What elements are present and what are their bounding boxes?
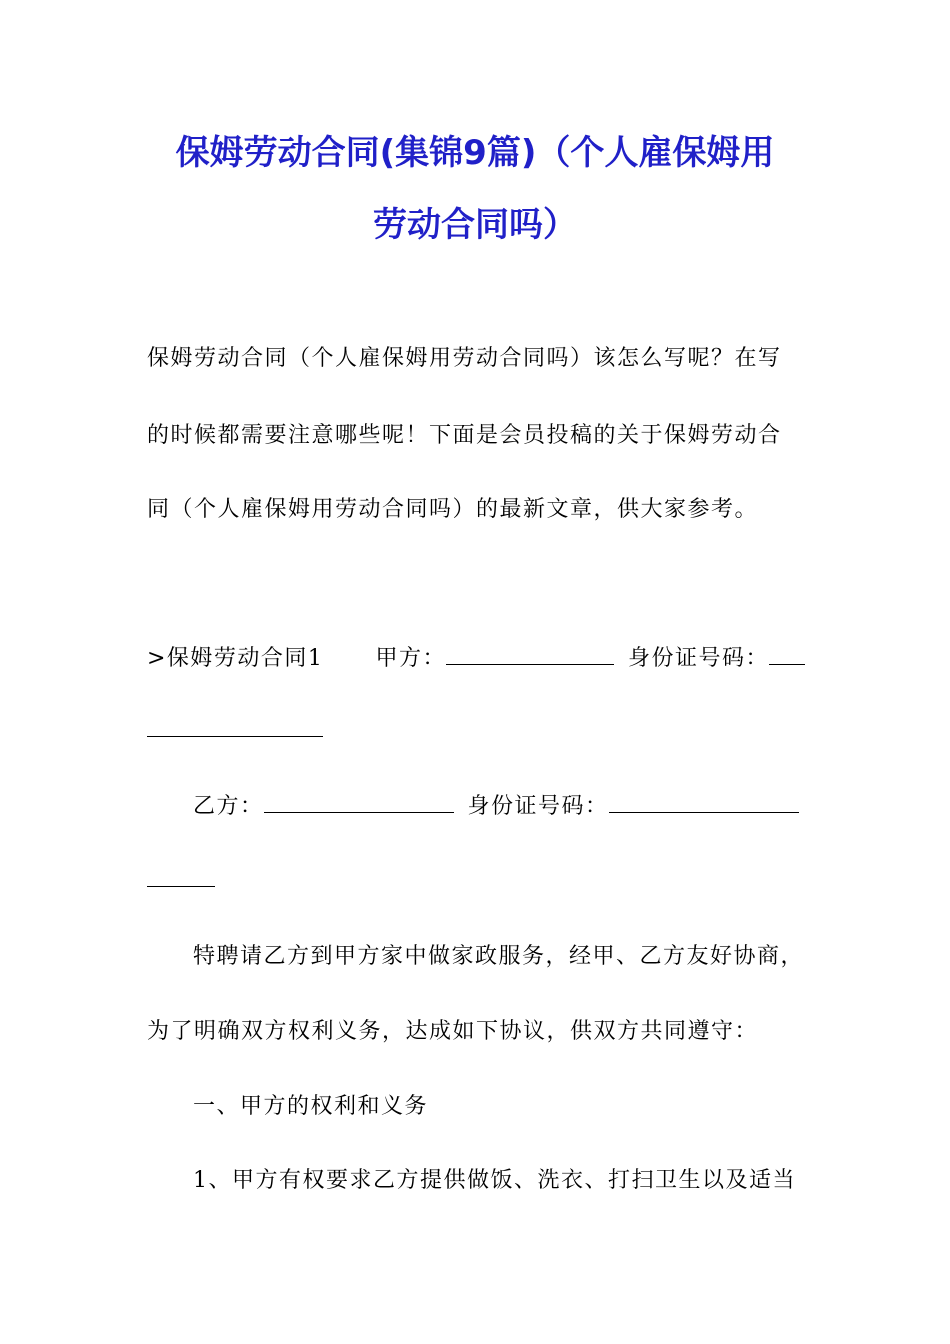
party-a-line [147, 648, 807, 670]
id-b-continuation [147, 870, 807, 892]
id-a-blank-end [147, 735, 323, 737]
intro-line-1: 保姆劳动合同（个人雇保姆用劳动合同吗）该怎么写呢？在写 [147, 346, 782, 371]
party-b-label: 乙方： [193, 794, 264, 819]
party-b-line [193, 796, 807, 818]
party-b-blank [264, 811, 454, 813]
id-label-a: 身份证号码： [627, 646, 769, 671]
clause-1-line-1: 1、甲方有权要求乙方提供做饭、洗衣、打扫卫生以及适当 [193, 1168, 796, 1193]
id-label-b: 身份证号码： [467, 794, 609, 819]
intro-line-2: 的时候都需要注意哪些呢！下面是会员投稿的关于保姆劳动合 [147, 423, 782, 448]
id-b-blank-end [147, 885, 215, 887]
document-title-line-1: 保姆劳动合同(集锦9篇)（个人雇保姆用 [175, 133, 775, 173]
section-heading-1: 一、甲方的权利和义务 [193, 1094, 429, 1119]
intro-line-3: 同（个人雇保姆用劳动合同吗）的最新文章，供大家参考。 [147, 497, 759, 522]
paragraph-1-line-1: 特聘请乙方到甲方家中做家政服务，经甲、乙方友好协商， [193, 944, 805, 969]
id-a-continuation [147, 720, 807, 742]
id-a-blank-start [769, 663, 805, 665]
party-a-blank [446, 663, 614, 665]
contract-heading: >保姆劳动合同1 [147, 646, 324, 671]
id-b-blank-start [609, 811, 799, 813]
paragraph-1-line-2: 为了明确双方权利义务，达成如下协议，供双方共同遵守： [147, 1019, 759, 1044]
document-title-line-2: 劳动合同吗） [373, 205, 577, 245]
party-a-label: 甲方： [375, 646, 446, 671]
